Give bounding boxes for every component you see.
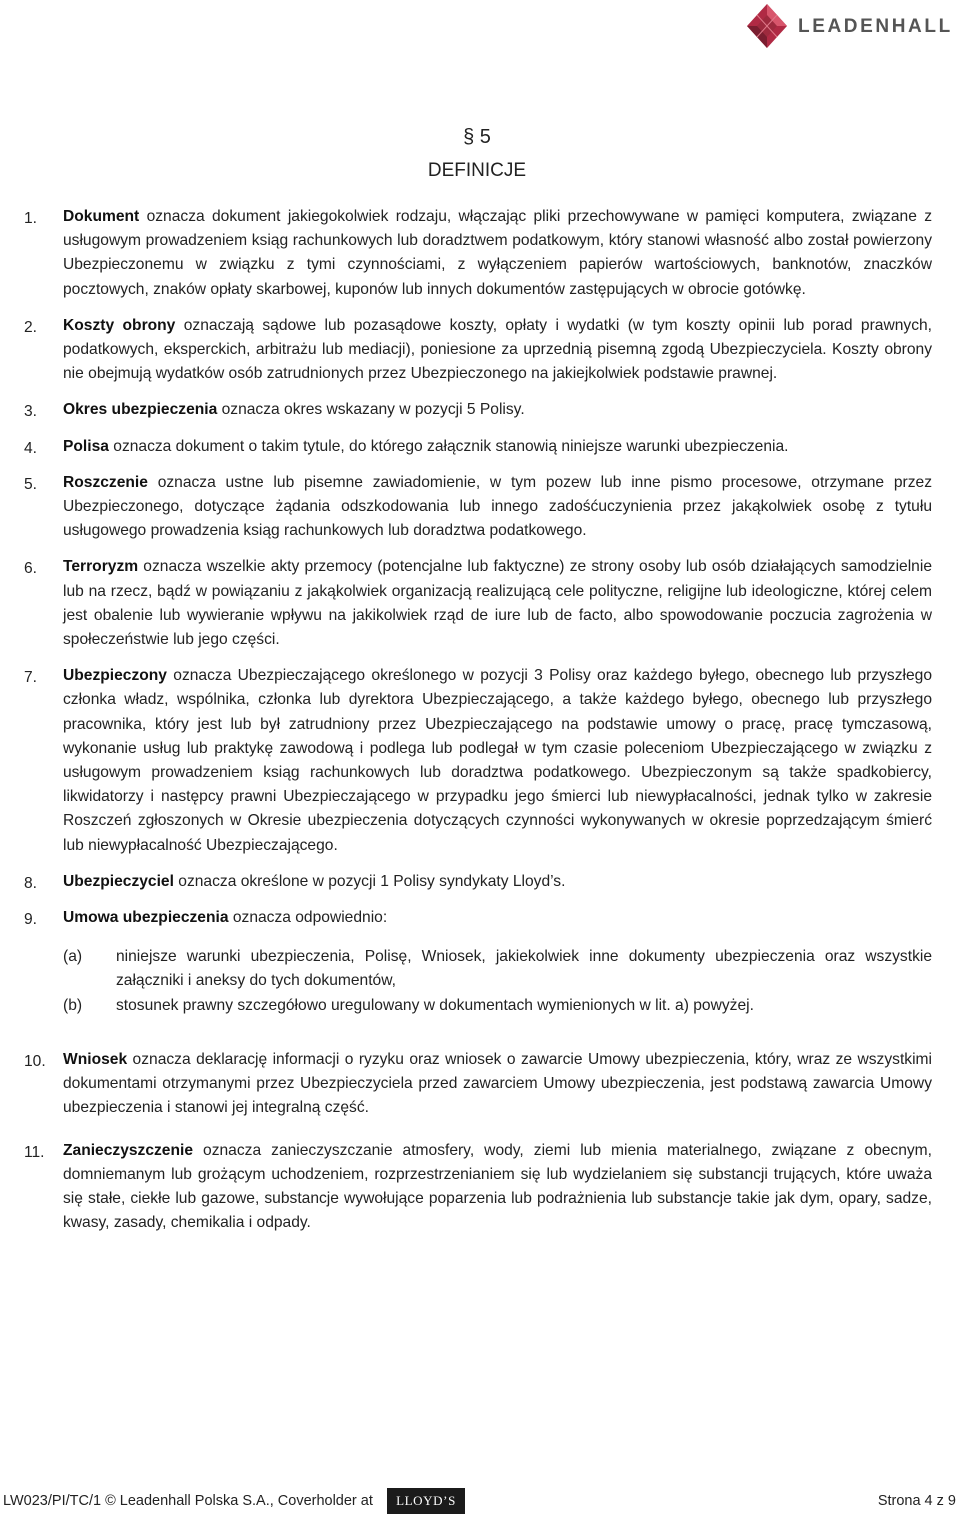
item-number: 4. [24,439,38,457]
item-number: 9. [24,911,38,929]
page-footer [3,1488,956,1514]
item-text: oznacza deklarację informacji o ryzyku oraz wniosek o zawarcie Umowy ubezpieczenia, który, wraz ze wszystkimi dokumentami otrzymanymi przez Ubezpieczyciela przed zawarciem Umowy ubezpieczenia, jest podstawą zawarcia Umowy ubezpieczenia i stanowi jej integralną część. [63,1050,932,1117]
item-text: oznacza odpowiednio: [228,909,388,927]
item-text: oznacza dokument jakiegokolwiek rodzaju, włączając pliki przechowywane w pamięci komputera, związane z usługowym prowadzeniem ksiąg rachunkowych lub doradztwem podatkowym, który stanowi własność albo został powierzony Ubezpieczonemu w związku z tymi czynnościami, z wyłączeniem papierów wartościowych, banknotów, znaczków pocztowych, znaków opłaty skarbowej, kuponów lub innych dokumentów zastępujących w obrocie gotówkę. [63,208,932,298]
logo-text: LEADENHALL [798,16,953,37]
subitem-text: stosunek prawny szczegółowo uregulowany w dokumentach wymienionych w lit. a) powyżej. [116,996,754,1014]
subitem-label: (a) [63,948,83,966]
item-term: Polisa [63,437,109,455]
definition-item [24,398,932,422]
definition-item [24,870,932,894]
item-number: 1. [24,210,38,227]
item-term: Wniosek [63,1050,128,1068]
item-term: Ubezpieczyciel [63,872,174,890]
item-term: Umowa ubezpieczenia [63,909,229,927]
item-term: Ubezpieczony [63,667,167,685]
item-text: oznacza ustne lub pisemne zawiadomienie, w tym pozew lub inne pismo procesowe, otrzymane przez Ubezpieczonego, dotyczące żądania odszkodowania lub innego zadośćuczynienia przez jakąkolwiek osobę z tytułu usługowego prowadzenia ksiąg rachunkowych lub doradztwa podatkowego. [63,473,932,540]
subitem-label: (b) [63,996,83,1014]
item-text: oznacza zanieczyszczanie atmosfery, wody, ziemi lub mienia materialnego, związane z obecnym, domniemanym lub grożącym uchodzeniem, rozprzestrzenianiem się lub wydzielaniem się substancji trujących, które uważa się stałe, ciekłe lub gazowe, substancje wywołujące poparzenia lub podrażnienia lub substancje takie jak dym, opary, sadze, kwasy, zasady, chemikalia i odpady. [63,1141,932,1232]
item-number: 3. [24,403,38,421]
item-number: 11. [24,1143,45,1161]
definitions-list [24,205,932,1247]
definition-item [24,314,932,387]
item-text: oznacza okres wskazany w pozycji 5 Polisy. [217,401,525,419]
item-number: 5. [24,475,38,493]
definition-item [24,205,932,302]
definition-item [24,1139,932,1236]
definition-item [24,1048,932,1121]
section-title: DEFINICJE [427,160,527,181]
item-term: Koszty obrony [63,316,176,334]
section-number: § 5 [463,126,491,148]
footer-reference: LW023/PI/TC/1 © Leadenhall Polska S.A., Coverholder at [3,1493,373,1509]
definition-item [24,555,932,652]
item-text: oznacza dokument o takim tytule, do którego załącznik stanowią niniejsze warunki ubezpieczenia. [108,437,789,455]
item-number: 2. [24,318,38,336]
item-text: oznacza określone w pozycji 1 Polisy syndykaty Lloyd’s. [173,872,566,890]
item-text: oznacza wszelkie akty przemocy (potencjalne lub faktyczne) ze strony osoby lub osób działających samodzielnie lub na rzecz, bądź w powiązaniu z jakąkolwiek organizacją realizującą cele polityczne, religijne lub ideologiczne, której celem jest obalenie lub wywieranie wpływu na jakikolwiek rząd de iure lub de facto, albo spowodowanie poczucia zagrożenia w społeczeństwie lub jego części. [63,558,932,649]
page-number: Strona 4 z 9 [877,1493,956,1509]
leadenhall-diamond-icon [746,3,788,49]
item-term: Dokument [63,208,140,225]
item-number: 7. [24,669,38,687]
definition-item [24,471,932,544]
item-text: oznaczają sądowe lub pozasądowe koszty, opłaty i wydatki (w tym koszty opinii lub porad prawnych, podatkowych, eksperckich, arbitrażu lub mediacji), poniesione za uprzednią pisemną zgodą Ubezpieczyciela. Koszty obrony nie obejmują wydatków osób zatrudnionych przez Ubezpieczonego na jakiejkolwiek podstawie prawnej. [63,316,932,383]
subitem [63,945,932,993]
subitem-text: niniejsze warunki ubezpieczenia, Polisę, Wniosek, jakiekolwiek inne dokumenty ubezpieczenia oraz wszystkie załączniki i aneksy do tych dokumentów, [116,948,932,990]
definition-item [24,664,932,858]
lloyds-logo: LLOYD’S [387,1488,465,1514]
item-number: 6. [24,560,38,578]
item-term: Zanieczyszczenie [63,1141,194,1159]
item-text: oznacza Ubezpieczającego określonego w pozycji 3 Polisy oraz każdego byłego, obecnego lub przyszłego członka władz, wspólnika, członka lub dyrektora Ubezpieczającego, a także każdego byłego, obecnego lub przyszłego pracownika, który jest lub był zatrudniony przez Ubezpieczającego na podstawie umowy o pracę, pracę tymczasową, wykonanie usług lub praktykę zawodową i podlega lub podlegał w tym czasie poleceniom Ubezpieczającego w związku z usługowym prowadzeniem ksiąg rachunkowych lub doradztwa podatkowego. Ubezpieczonym są także spadkobiercy, likwidatorzy i następcy prawni Ubezpieczającego w przypadku jego śmierci lub niewypłacalności, jednak tylko w zakresie Roszczeń zgłoszonych w Okresie ubezpieczenia dotyczących czynności wykonywanych w okresie poprzedzającym śmierć lub niewypłacalność Ubezpieczającego. [63,667,932,854]
subitem [63,994,932,1018]
leadenhall-logo [746,3,960,49]
definition-item [24,435,932,459]
item-term: Roszczenie [63,473,148,491]
item-term: Terroryzm [63,558,139,576]
item-term: Okres ubezpieczenia [63,401,218,419]
item-number: 8. [24,874,38,892]
definition-item [24,906,932,1018]
item-number: 10. [24,1052,46,1070]
